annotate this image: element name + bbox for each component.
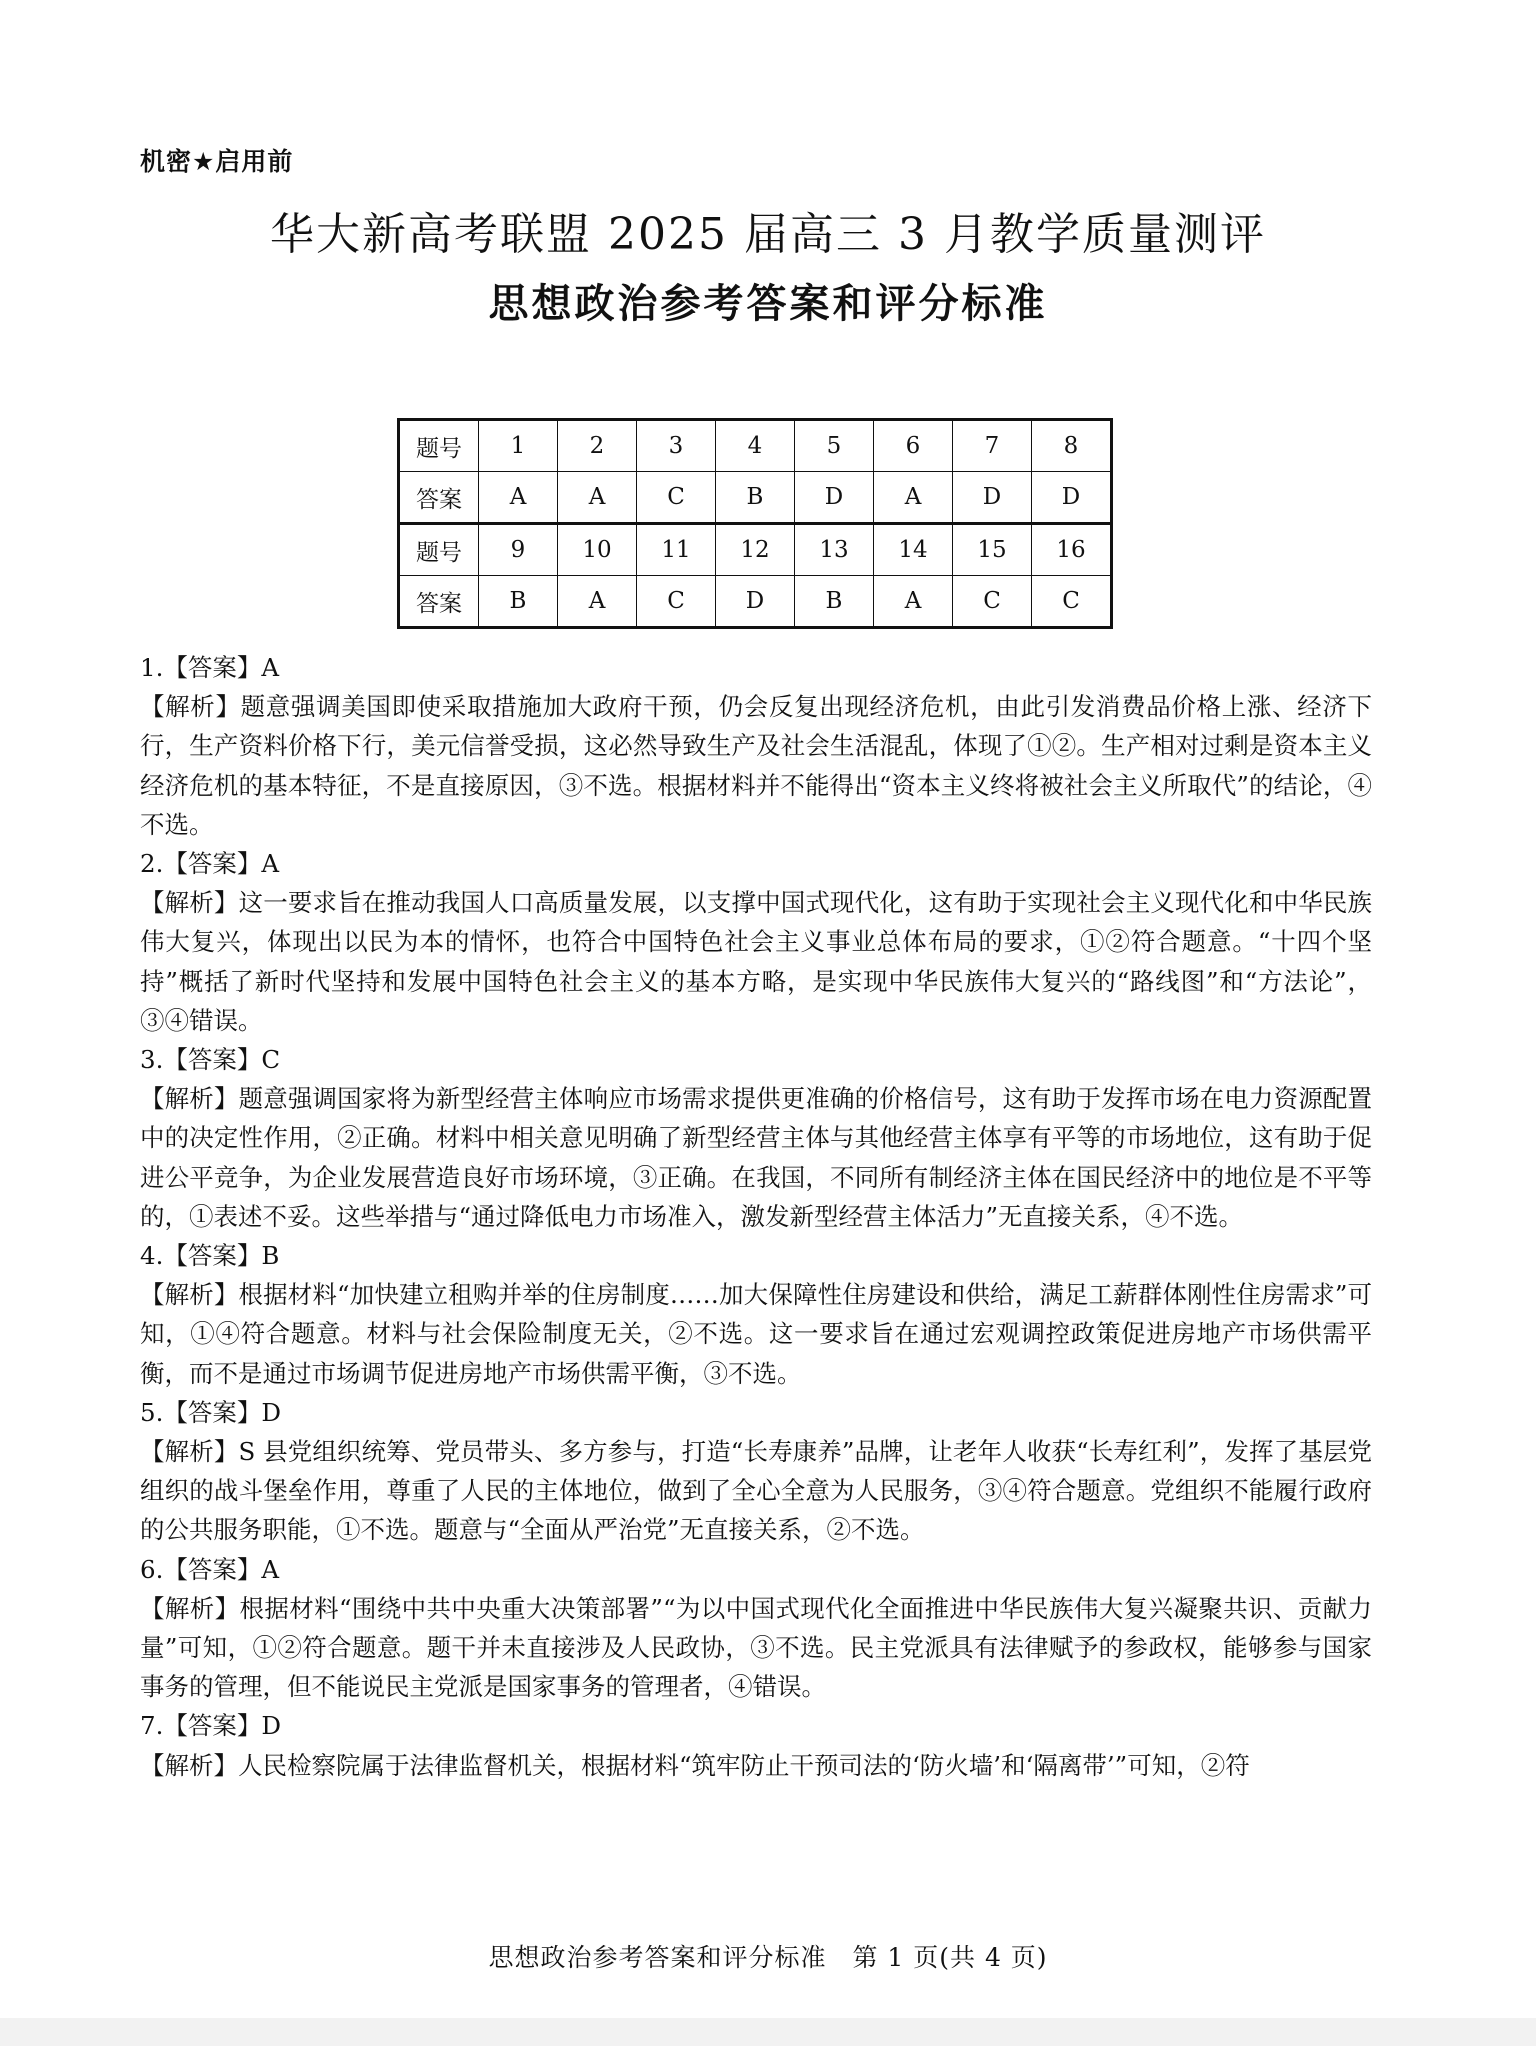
answer-cell: A: [558, 472, 637, 524]
question-explanation: 【解析】题意强调国家将为新型经营主体响应市场需求提供更准确的价格信号，这有助于发挥市场在电力资源配置中的决定性作用，②正确。材料中相关意见明确了新型经营主体与其他经营主体享有平等的市场地位，这有助于促进公平竞争，为企业发展营造良好市场环境，③正确。在我国，不同所有制经济主体在国民经济中的地位是不平等的，①表述不妥。这些举措与“通过降低电力市场准入，激发新型经营主体活力”无直接关系，④不选。: [140, 1084, 1372, 1231]
question-explanation: 【解析】这一要求旨在推动我国人口高质量发展，以支撑中国式现代化，这有助于实现社会主义现代化和中华民族伟大复兴，体现出以民为本的情怀，也符合中国特色社会主义事业总体布局的要求，①②符合题意。“十四个坚持”概括了新时代坚持和发展中国特色社会主义的基本方略，是实现中华民族伟大复兴的“路线图”和“方法论”，③④错误。: [140, 888, 1372, 1035]
question-answer-heading: 6.【答案】A: [140, 1554, 280, 1584]
answer-cell: B: [716, 472, 795, 524]
scan-edge: [0, 2018, 1536, 2046]
question-number-cell: 3: [637, 420, 716, 472]
answer-cell: D: [795, 472, 874, 524]
question-number-cell: 12: [716, 524, 795, 576]
answer-cell: B: [479, 576, 558, 628]
question-explanation: 【解析】人民检察院属于法律监督机关，根据材料“筑牢防止干预司法的‘防火墙’和‘隔离带’”可知，②符: [140, 1750, 1250, 1780]
question-item: [140, 1706, 1372, 1784]
question-number-row: [399, 524, 1112, 576]
question-explanation: 【解析】根据材料“围绕中共中央重大决策部署”“为以中国式现代化全面推进中华民族伟大复兴凝聚共识、贡献力量”可知，①②符合题意。题干并未直接涉及人民政协，③不选。民主党派具有法律赋予的参政权，能够参与国家事务的管理，但不能说民主党派是国家事务的管理者，④错误。: [140, 1593, 1372, 1702]
question-number-cell: 2: [558, 420, 637, 472]
answer-table: [397, 418, 1113, 629]
question-number-cell: 10: [558, 524, 637, 576]
question-number-cell: 4: [716, 420, 795, 472]
answer-explanations: [140, 648, 1372, 1785]
question-number-cell: 15: [953, 524, 1032, 576]
document-subtitle: 思想政治参考答案和评分标准: [488, 281, 1048, 327]
row-label: 题号: [399, 524, 479, 576]
question-number-cell: 6: [874, 420, 953, 472]
question-number-cell: 11: [637, 524, 716, 576]
answer-cell: C: [1032, 576, 1112, 628]
row-label: 答案: [399, 576, 479, 628]
answer-cell: B: [795, 576, 874, 628]
answer-cell: A: [558, 576, 637, 628]
exam-title: 华大新高考联盟 2025 届高三 3 月教学质量测评: [270, 209, 1266, 260]
answer-cell: A: [874, 576, 953, 628]
question-answer-heading: 7.【答案】D: [140, 1711, 282, 1741]
question-answer-heading: 5.【答案】D: [140, 1397, 282, 1427]
answer-row: [399, 472, 1112, 524]
answer-cell: C: [953, 576, 1032, 628]
question-number-cell: 13: [795, 524, 874, 576]
question-number-cell: 14: [874, 524, 953, 576]
answer-cell: D: [716, 576, 795, 628]
question-number-cell: 7: [953, 420, 1032, 472]
question-answer-heading: 2.【答案】A: [140, 849, 280, 879]
question-item: [140, 1393, 1372, 1550]
answer-cell: A: [479, 472, 558, 524]
question-item: [140, 1550, 1372, 1707]
question-number-row: [399, 420, 1112, 472]
page-footer: 思想政治参考答案和评分标准 第 1 页(共 4 页): [488, 1943, 1048, 1972]
question-explanation: 【解析】题意强调美国即使采取措施加大政府干预，仍会反复出现经济危机，由此引发消费品价格上涨、经济下行，生产资料价格下行，美元信誉受损，这必然导致生产及社会生活混乱，体现了①②。生产相对过剩是资本主义经济危机的基本特征，不是直接原因，③不选。根据材料并不能得出“资本主义终将被社会主义所取代”的结论，④不选。: [140, 692, 1372, 839]
answer-cell: A: [874, 472, 953, 524]
question-item: [140, 1236, 1372, 1393]
answer-cell: C: [637, 576, 716, 628]
answer-cell: C: [637, 472, 716, 524]
question-number-cell: 8: [1032, 420, 1112, 472]
question-answer-heading: 3.【答案】C: [140, 1045, 281, 1075]
question-explanation: 【解析】根据材料“加快建立租购并举的住房制度……加大保障性住房建设和供给，满足工薪群体刚性住房需求”可知，①④符合题意。材料与社会保险制度无关，②不选。这一要求旨在通过宏观调控政策促进房地产市场供需平衡，而不是通过市场调节促进房地产市场供需平衡，③不选。: [140, 1280, 1372, 1388]
question-item: [140, 844, 1372, 1040]
question-number-cell: 1: [479, 420, 558, 472]
row-label: 答案: [399, 472, 479, 524]
question-number-cell: 16: [1032, 524, 1112, 576]
row-label: 题号: [399, 420, 479, 472]
answer-row: [399, 576, 1112, 628]
question-number-cell: 5: [795, 420, 874, 472]
answer-cell: D: [1032, 472, 1112, 524]
confidential-mark: 机密★启用前: [140, 147, 294, 176]
answer-cell: D: [953, 472, 1032, 524]
question-item: [140, 648, 1372, 844]
question-item: [140, 1040, 1372, 1236]
question-explanation: 【解析】S 县党组织统筹、党员带头、多方参与，打造“长寿康养”品牌，让老年人收获“长寿红利”，发挥了基层党组织的战斗堡垒作用，尊重了人民的主体地位，做到了全心全意为人民服务，③④符合题意。党组织不能履行政府的公共服务职能，①不选。题意与“全面从严治党”无直接关系，②不选。: [140, 1437, 1372, 1545]
question-answer-heading: 1.【答案】A: [140, 653, 280, 682]
question-answer-heading: 4.【答案】B: [140, 1241, 280, 1271]
question-number-cell: 9: [479, 524, 558, 576]
